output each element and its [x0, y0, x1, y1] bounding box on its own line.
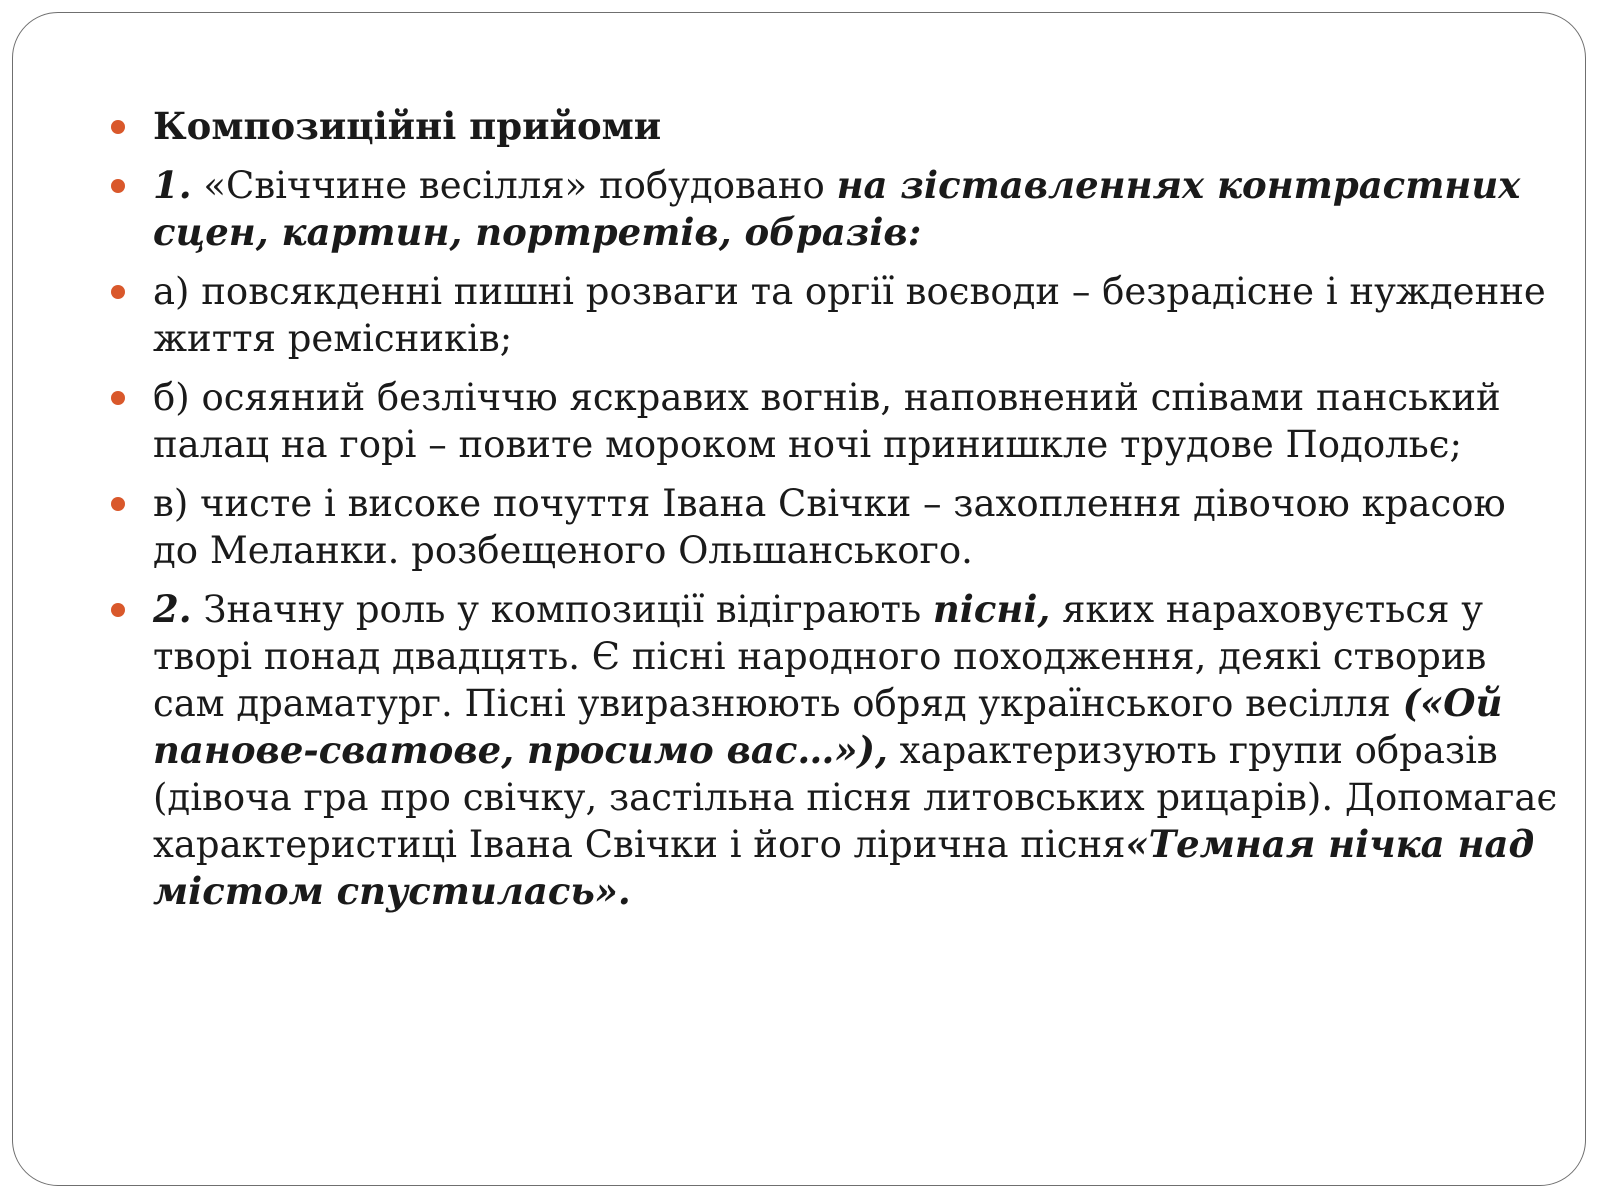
bullet-item-v [153, 480, 1558, 574]
item-text: характеризують групи образів (дівоча гра про свічку, застільна пісня литовських рицарів). Допомагає характеристиці Івана Свічки і його лірична пісня [153, 729, 1558, 866]
item-emphasis: на зіставленнях контрастних сцен, картин, портретів, образів: [153, 163, 1521, 254]
bullet-dot-icon [111, 603, 125, 617]
slide-frame [12, 12, 1586, 1186]
bullet-item-heading [153, 103, 1558, 150]
item-number: 2. [153, 587, 192, 631]
bullet-item-a [153, 268, 1558, 362]
item-text: в) чисте і високе почуття Івана Свічки – захоплення дівочою красою до Меланки. розбещеного Ольшанського. [153, 482, 1506, 572]
item-text: Значну роль у композиції відіграють [191, 588, 933, 631]
item-text: а) повсякденні пишні розваги та оргії воєводи – безрадісне і нужденне життя ремісників; [153, 270, 1546, 360]
item-emphasis: («Ой панове-сватове, просимо вас…»), [153, 681, 1503, 772]
bullet-dot-icon [111, 179, 125, 193]
item-number: 1. [153, 163, 192, 207]
item-text: «Свіччине весілля» побудовано [191, 164, 837, 207]
item-emphasis: пісні, [932, 587, 1051, 631]
bullet-item-1 [153, 162, 1558, 256]
item-text: яких нараховується у творі понад двадцять. Є пісні народного походження, деякі створив сам драматург. Пісні увиразнюють обряд українського весілля [153, 588, 1487, 725]
item-emphasis: «Темная нічка над містом спустилась». [153, 822, 1535, 913]
bullet-item-b [153, 374, 1558, 468]
bullet-dot-icon [111, 497, 125, 511]
bullet-dot-icon [111, 285, 125, 299]
bullet-dot-icon [111, 120, 125, 134]
bullet-item-2 [153, 586, 1558, 915]
heading-text: Композиційні прийоми [153, 104, 662, 148]
bullet-list [153, 103, 1558, 927]
item-text: б) осяяний безліччю яскравих вогнів, наповнений співами панський палац на горі – повите мороком ночі принишкле трудове Подольє; [153, 376, 1501, 466]
bullet-dot-icon [111, 391, 125, 405]
